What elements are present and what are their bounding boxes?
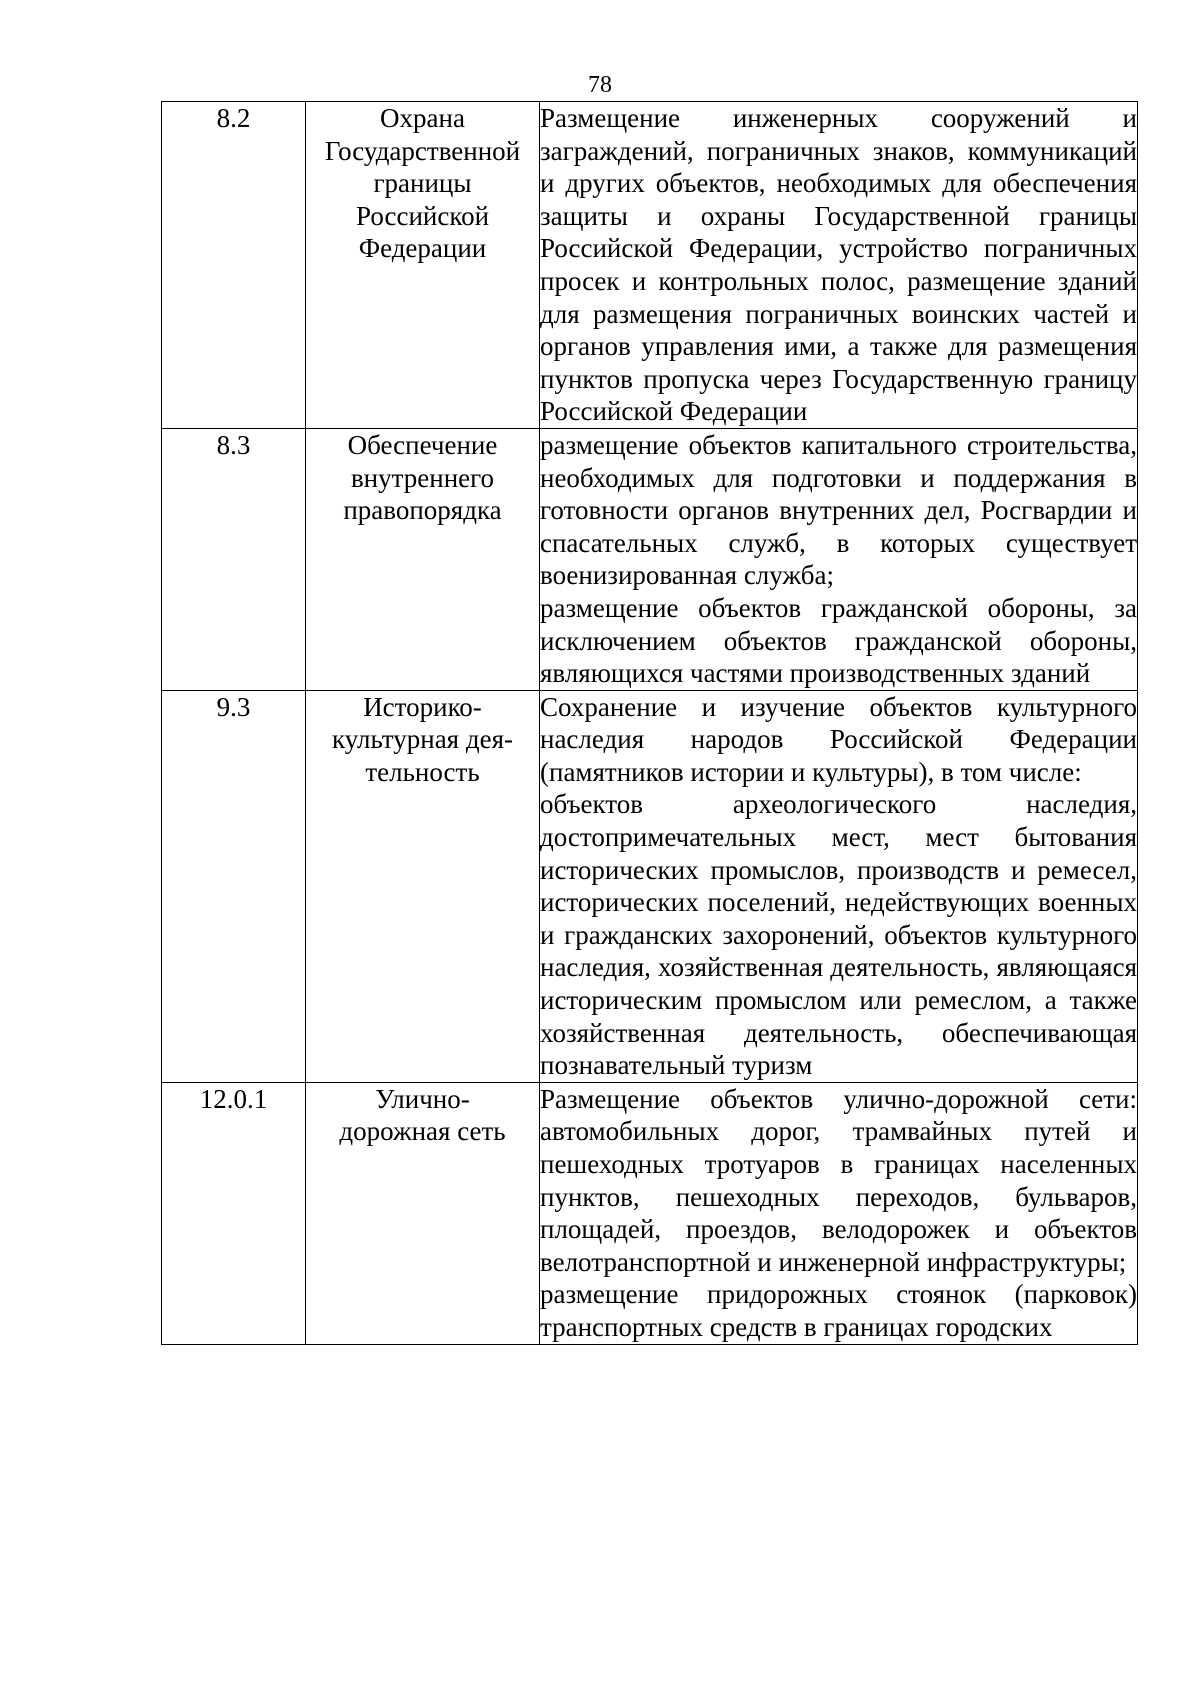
- row-name: Историко- культурная дея- тельность: [306, 690, 540, 1082]
- row-name: Охрана Государственной границы Российской Федерации: [306, 102, 540, 429]
- row-code: 8.3: [162, 428, 306, 690]
- table-row: [162, 690, 1138, 1082]
- row-code: 9.3: [162, 690, 306, 1082]
- description-paragraph: Размещение объектов улично-дорожной сети: автомобильных дорог, трамвайных путей и пешеходных тротуаров в границах населенных пунктов, пешеходных переходов, бульваров, площадей, проездов, велодорожек и объектов велотранспортной и инженерной инфраструктуры;: [540, 1083, 1137, 1277]
- row-description: [540, 102, 1138, 429]
- table-row: [162, 428, 1138, 690]
- description-paragraph: Размещение инженерных сооружений и заграждений, пограничных знаков, коммуникаций и других объектов, необходимых для обеспечения защиты и охраны Государственной границы Российской Федерации, устройство пограничных просек и контрольных полос, размещение зданий для размещения пограничных воинских частей и органов управления ими, а также для размещения пунктов пропуска через Государственную границу Российской Федерации: [540, 103, 1137, 427]
- row-name: Улично- дорожная сеть: [306, 1082, 540, 1344]
- table-row: [162, 102, 1138, 429]
- table-row: [162, 1082, 1138, 1344]
- description-paragraph: размещение придорожных стоянок (парковок) транспортных средств в границах городских: [540, 1279, 1137, 1342]
- row-code: 8.2: [162, 102, 306, 429]
- page-number: 78: [588, 72, 612, 98]
- description-paragraph: Сохранение и изучение объектов культурного наследия народов Российской Федерации (памятников истории и культуры), в том числе:: [540, 691, 1137, 787]
- land-use-table: [161, 101, 1138, 1345]
- row-description: [540, 1082, 1138, 1344]
- row-code: 12.0.1: [162, 1082, 306, 1344]
- description-paragraph: размещение объектов гражданской обороны, за исключением объектов гражданской обороны, являющихся частями производственных зданий: [540, 592, 1137, 689]
- description-paragraph: размещение объектов капитального строительства, необходимых для подготовки и поддержания в готовности органов внутренних дел, Росгвардии и спасательных служб, в которых существует военизированная служба;: [540, 429, 1137, 591]
- row-description: [540, 690, 1138, 1082]
- row-name: Обеспечение внутреннего правопорядка: [306, 428, 540, 690]
- row-description: [540, 428, 1138, 690]
- description-paragraph: объектов археологического наследия, достопримечательных мест, мест бытования исторических промыслов, производств и ремесел, исторических поселений, недействующих военных и гражданских захоронений, объектов культурного наследия, хозяйственная деятельность, являющаяся историческим промыслом или ремеслом, а также хозяйственная деятельность, обеспечивающая познавательный туризм: [540, 789, 1137, 1081]
